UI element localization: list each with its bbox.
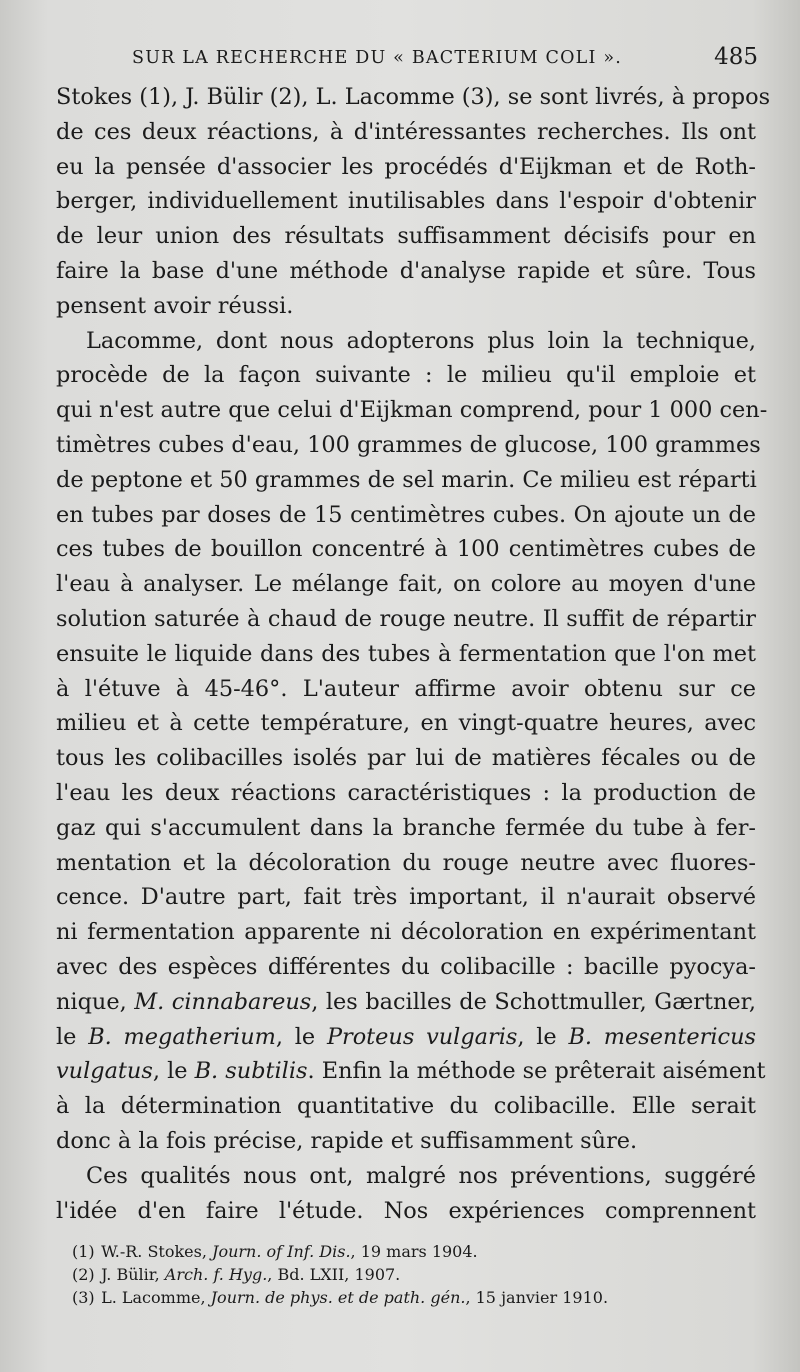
text-line: milieu et à cette température, en vingt-quatre heures, avec bbox=[56, 710, 756, 737]
text-line: qui n'est autre que celui d'Eijkman comprend, pour 1 000 cen- bbox=[56, 397, 768, 424]
text-line: l'idée d'en faire l'étude. Nos expériences comprennent bbox=[56, 1197, 756, 1224]
text-line bbox=[56, 1054, 766, 1089]
running-head: SUR LA RECHERCHE DU « BACTERIUM COLI ». bbox=[132, 48, 623, 68]
text-line: ni fermentation apparente ni décoloration en expérimentant bbox=[56, 919, 756, 946]
species-name: B. subtilis bbox=[194, 1058, 308, 1085]
footnote-author: L. Lacomme, bbox=[101, 1288, 211, 1307]
text-line: cence. D'autre part, fait très important, il n'aurait observé bbox=[56, 884, 756, 911]
text-run: , le bbox=[275, 1023, 327, 1050]
text-run: , le bbox=[152, 1058, 195, 1085]
footnote-journal: Journ. of Inf. Dis. bbox=[212, 1242, 351, 1261]
text-line: Ces qualités nous ont, malgré nos préventions, suggéré bbox=[86, 1162, 756, 1189]
text-line: Stokes (1), J. Bülir (2), L. Lacomme (3), se sont livrés, à propos bbox=[56, 84, 771, 110]
text-line: procède de la façon suivante : le milieu qu'il emploie et bbox=[56, 362, 756, 389]
text-run: . Enfin la méthode se prêterait aisément bbox=[307, 1058, 766, 1085]
text-line: en tubes par doses de 15 centimètres cubes. On ajoute un de bbox=[56, 501, 756, 528]
text-line: solution saturée à chaud de rouge neutre. Il suffit de répartir bbox=[56, 605, 756, 632]
paragraph-3 bbox=[56, 1159, 756, 1229]
text-line: l'eau à analyser. Le mélange fait, on colore au moyen d'une bbox=[56, 571, 756, 598]
text-line: avec des espèces différentes du colibacille : bacille pyocya- bbox=[56, 953, 756, 980]
species-name: B. megatherium bbox=[88, 1023, 276, 1050]
paragraph-1 bbox=[56, 80, 771, 324]
text-run: nique, bbox=[56, 988, 135, 1015]
text-line: Lacomme, dont nous adopterons plus loin la technique, bbox=[86, 327, 756, 354]
text-line: à la détermination quantitative du colibacille. Elle serait bbox=[56, 1093, 756, 1120]
text-line: ces tubes de bouillon concentré à 100 centimètres cubes de bbox=[56, 536, 756, 563]
species-name: vulgatus bbox=[56, 1058, 153, 1085]
footnote-journal: Arch. f. Hyg. bbox=[164, 1265, 268, 1284]
text-line: mentation et la décoloration du rouge neutre avec fluores- bbox=[56, 849, 756, 876]
footnotes bbox=[72, 1240, 762, 1309]
text-line: l'eau les deux réactions caractéristiques : la production de bbox=[56, 779, 756, 806]
footnote-journal: Journ. de phys. et de path. gén. bbox=[210, 1288, 466, 1307]
text-line: tous les colibacilles isolés par lui de matières fécales ou de bbox=[56, 745, 756, 772]
page-number: 485 bbox=[714, 44, 758, 70]
text-line: gaz qui s'accumulent dans la branche fermée du tube à fer- bbox=[56, 814, 756, 841]
text-line: faire la base d'une méthode d'analyse rapide et sûre. Tous bbox=[56, 257, 756, 284]
text-line: pensent avoir réussi. bbox=[56, 292, 294, 319]
body-text bbox=[56, 80, 771, 1228]
species-name: M. cinnabareus bbox=[134, 988, 312, 1015]
footnote-mark: (2) bbox=[72, 1265, 95, 1284]
text-line: timètres cubes d'eau, 100 grammes de glucose, 100 grammes bbox=[56, 431, 761, 458]
text-line: de peptone et 50 grammes de sel marin. Ce milieu est réparti bbox=[56, 466, 757, 493]
footnote-2 bbox=[72, 1263, 762, 1286]
footnote-date: , 19 mars 1904. bbox=[350, 1242, 478, 1261]
footnote-mark: (1) bbox=[72, 1242, 95, 1261]
page-header bbox=[132, 44, 758, 78]
text-run: , les bacilles de Schottmuller, Gærtner, bbox=[311, 988, 756, 1015]
text-line bbox=[56, 1020, 756, 1055]
text-line: berger, individuellement inutilisables dans l'espoir d'obtenir bbox=[56, 188, 756, 215]
text-line: ensuite le liquide dans des tubes à fermentation que l'on met bbox=[56, 640, 756, 667]
text-run: le bbox=[56, 1023, 89, 1050]
text-line bbox=[56, 985, 756, 1020]
footnote-author: J. Bülir, bbox=[101, 1265, 165, 1284]
footnote-1 bbox=[72, 1240, 762, 1263]
paragraph-2 bbox=[56, 324, 768, 1159]
footnote-author: W.-R. Stokes, bbox=[101, 1242, 213, 1261]
species-name: Proteus vulgaris bbox=[326, 1023, 518, 1050]
text-line: de leur union des résultats suffisamment décisifs pour en bbox=[56, 223, 756, 250]
text-line: donc à la fois précise, rapide et suffisamment sûre. bbox=[56, 1127, 638, 1154]
species-name: B. mesentericus bbox=[568, 1023, 756, 1050]
footnote-3 bbox=[72, 1286, 762, 1309]
text-line: à l'étuve à 45-46°. L'auteur affirme avoir obtenu sur ce bbox=[56, 675, 756, 702]
text-line: de ces deux réactions, à d'intéressantes recherches. Ils ont bbox=[56, 118, 756, 145]
text-line: eu la pensée d'associer les procédés d'Eijkman et de Roth- bbox=[56, 153, 756, 180]
footnote-mark: (3) bbox=[72, 1288, 95, 1307]
footnote-date: , 15 janvier 1910. bbox=[465, 1288, 609, 1307]
text-run: , le bbox=[517, 1023, 569, 1050]
footnote-date: , Bd. LXII, 1907. bbox=[267, 1265, 401, 1284]
